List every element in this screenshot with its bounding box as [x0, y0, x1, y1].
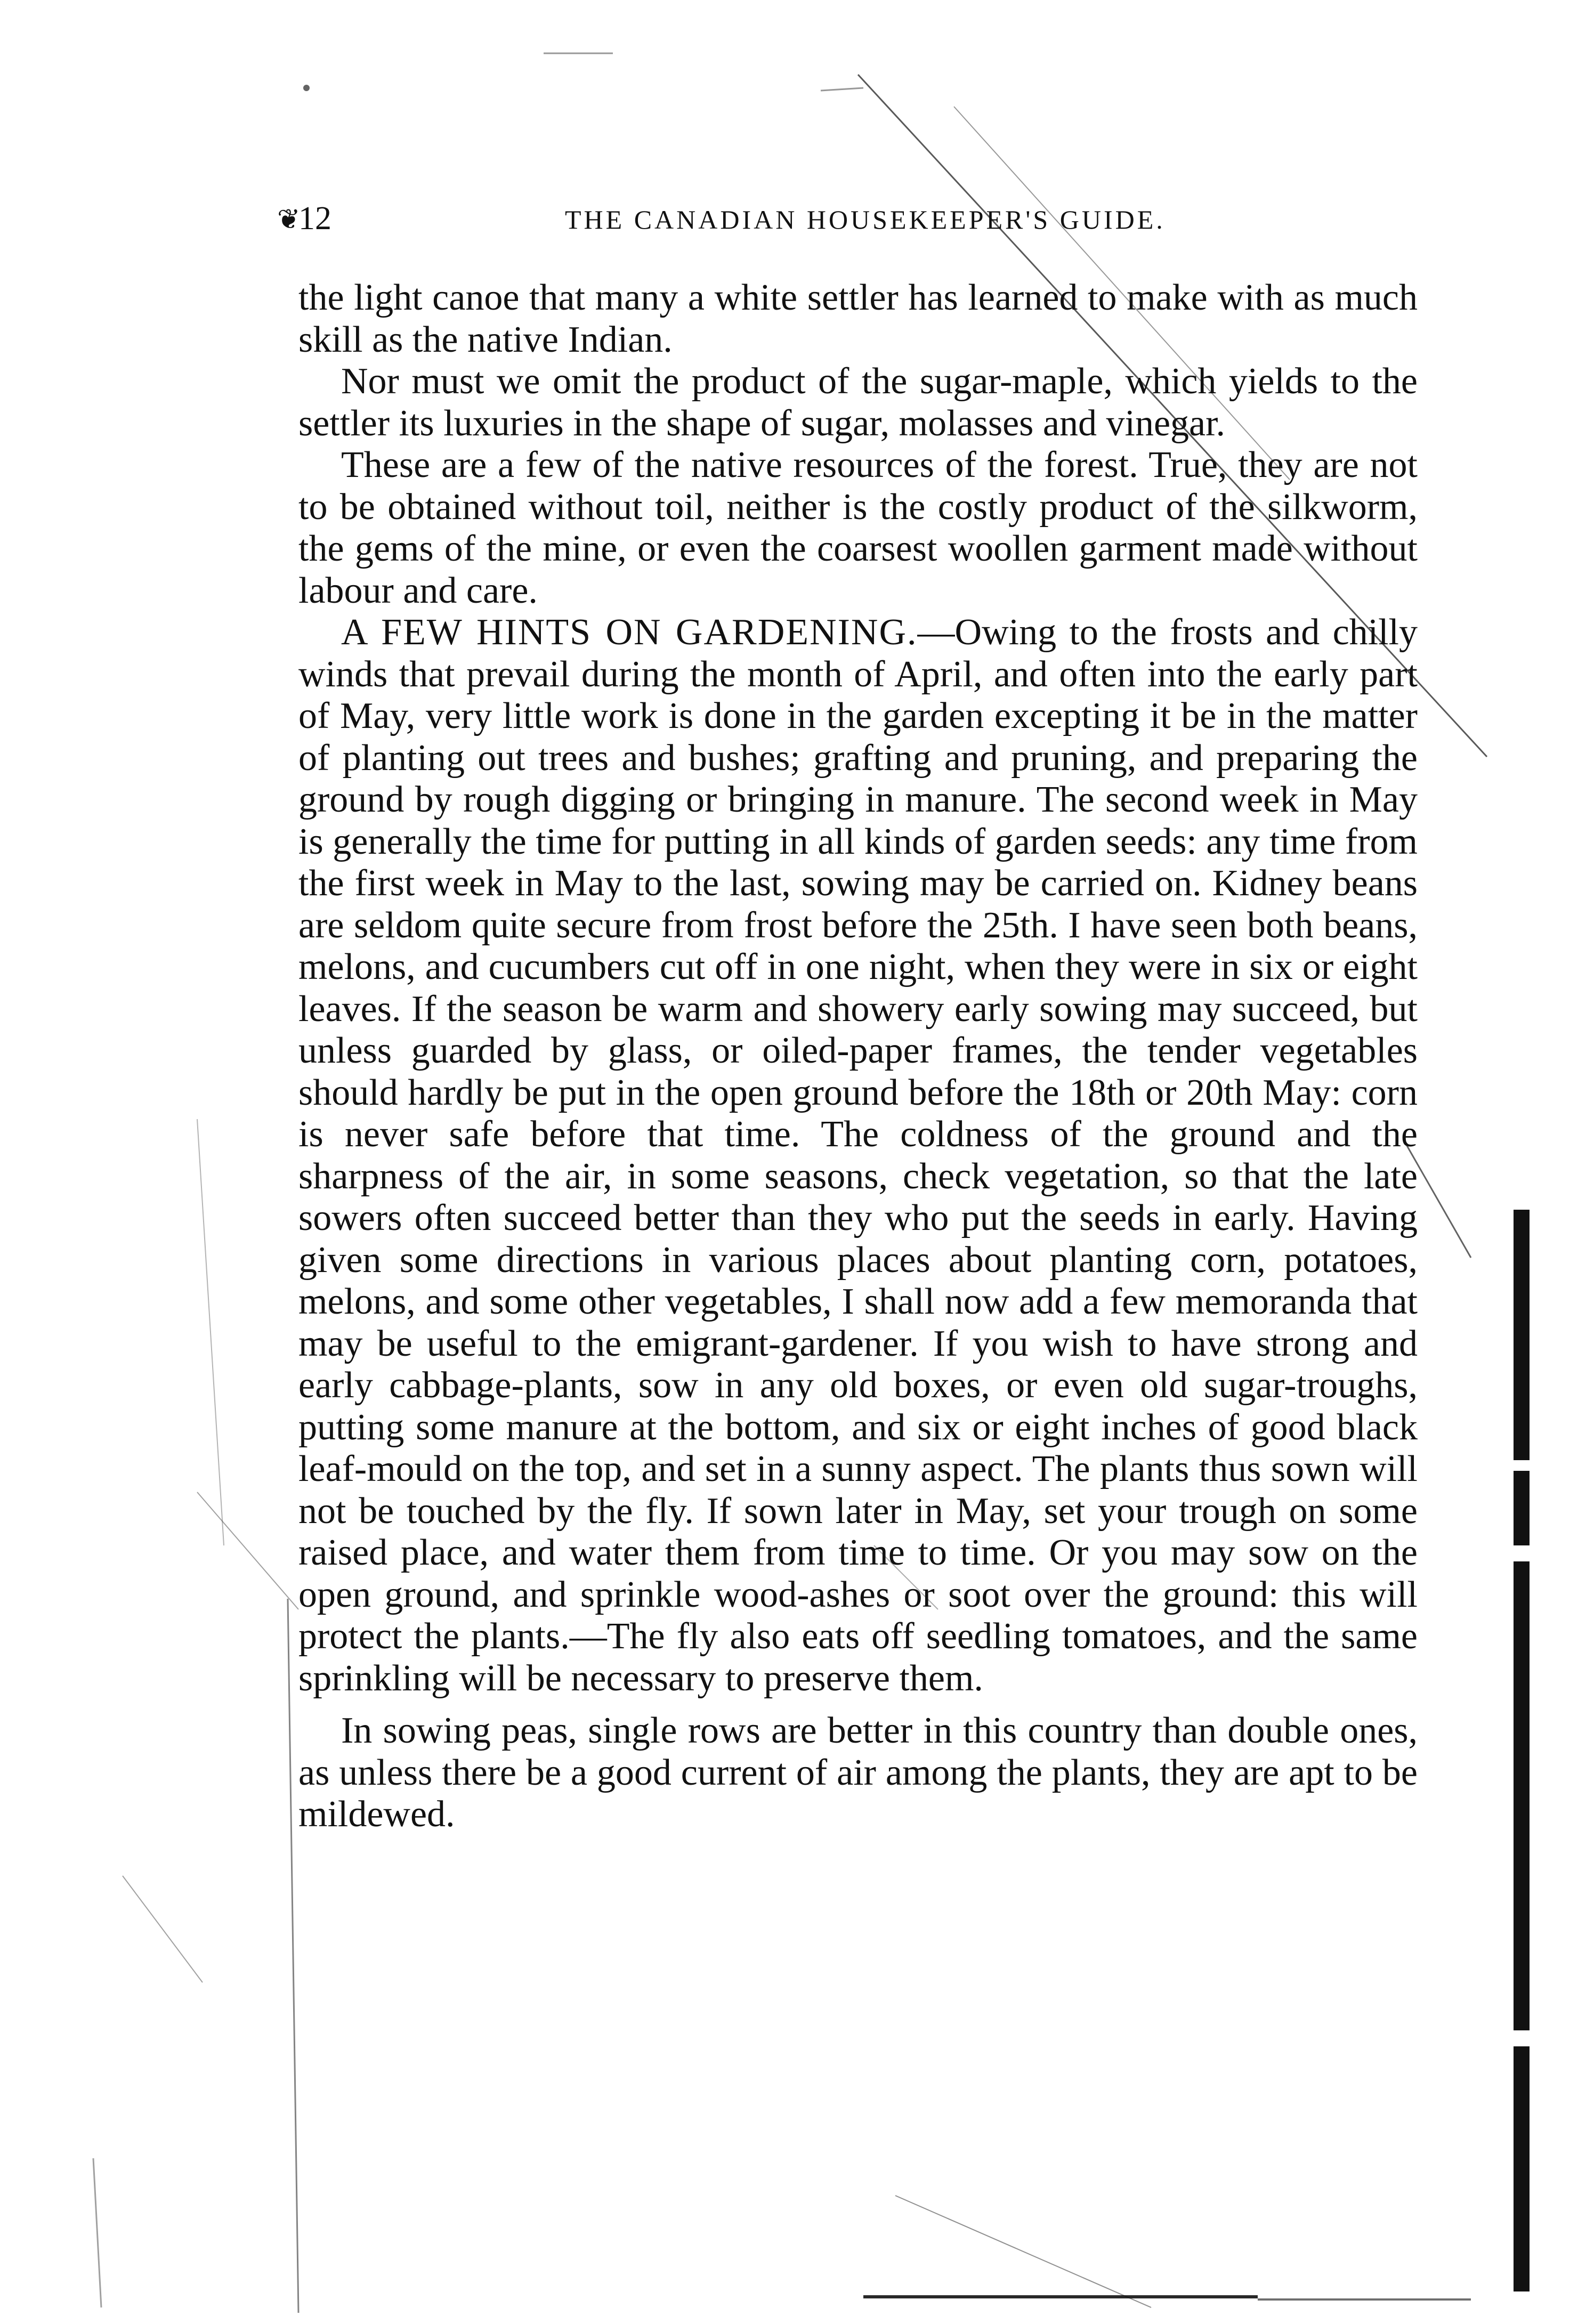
right-edge-bar	[1514, 1561, 1530, 2030]
left-margin-scratch-4	[123, 1876, 203, 1982]
page-ornament: ❦	[277, 204, 301, 236]
body-text	[298, 277, 1418, 1836]
top-dot	[303, 85, 310, 91]
left-margin-scratch-5	[93, 2158, 101, 2307]
paragraph-continuation: the light canoe that many a white settler has learned to make with as much skill as the native Indian.	[298, 277, 1418, 360]
right-edge-bar	[1514, 2046, 1530, 2291]
paragraph-gardening-hints	[298, 612, 1418, 1699]
paragraph-gardening-text: —Owing to the frosts and chilly winds that prevail during the month of April, and often into the early part of May, very little work is done in the garden excepting it be in the matter of planting out trees and bushes; grafting and pruning, and preparing the ground by rough digging or bringing in manure. The second week in May is generally the time for putting in all kinds of garden seeds: any time from the first week in May to the last, sowing may be carried on. Kidney beans are seldom quite secure from frost before the 25th. I have seen both beans, melons, and cucumbers cut off in one night, when they were in six or eight leaves. If the season be warm and showery early sowing may succeed, but unless guarded by glass, or oiled-paper frames, the tender vegetables should hardly be put in the open ground before the 18th or 20th May: corn is never safe before that time. The coldness of the ground and the sharpness of the air, in some seasons, check vegetation, so that the late sowers often succeed better than they who put the seeds in early. Having given some directions in various places about planting corn, potatoes, melons, and some other vegetables, I shall now add a few memoranda that may be useful to the emigrant-gardener. If you wish to have strong and early cabbage-plants, sow in any old boxes, or even old sugar-troughs, putting some manure at the bottom, and six or eight inches of good black leaf-mould on the top, and set in a sunny aspect. The plants thus sown will not be touched by the fly. If sown later in May, set your trough on some raised place, and water them from time to time. Or you may sow on the open ground, and sprinkle wood-ashes or soot over the ground: this will protect the plants.—The fly also eats off seedling tomatoes, and the same sprinkling will be necessary to preserve them.	[298, 612, 1418, 1699]
running-title: THE CANADIAN HOUSEKEEPER'S GUIDE.	[565, 205, 1166, 234]
paragraph-sowing-peas: In sowing peas, single rows are better in this country than double ones, as unless there be a good current of air among the plants, they are apt to be mildewed.	[298, 1710, 1418, 1835]
left-margin-scratch	[288, 1599, 298, 2313]
left-margin-scratch-2	[197, 1119, 224, 1545]
right-edge-bar	[1514, 1210, 1530, 1460]
paragraph-forest-resources: These are a few of the native resources of the forest. True, they are not to be obtained without toil, neither is the costly product of the silkworm, the gems of the mine, or even the coarsest woollen garment made without labour and care.	[298, 444, 1418, 611]
section-heading: A FEW HINTS ON GARDENING.	[341, 612, 918, 653]
left-margin-scratch-3	[197, 1492, 298, 1609]
right-edge-bar	[1514, 1471, 1530, 1545]
stray-bottom-line	[895, 2196, 1151, 2307]
top-dash-2	[821, 88, 863, 91]
running-head	[277, 197, 1418, 240]
paragraph-sugar-maple: Nor must we omit the product of the sugar-maple, which yields to the settler its luxuries in the shape of sugar, molasses and vinegar.	[298, 361, 1418, 444]
page-number: 12	[298, 200, 331, 237]
